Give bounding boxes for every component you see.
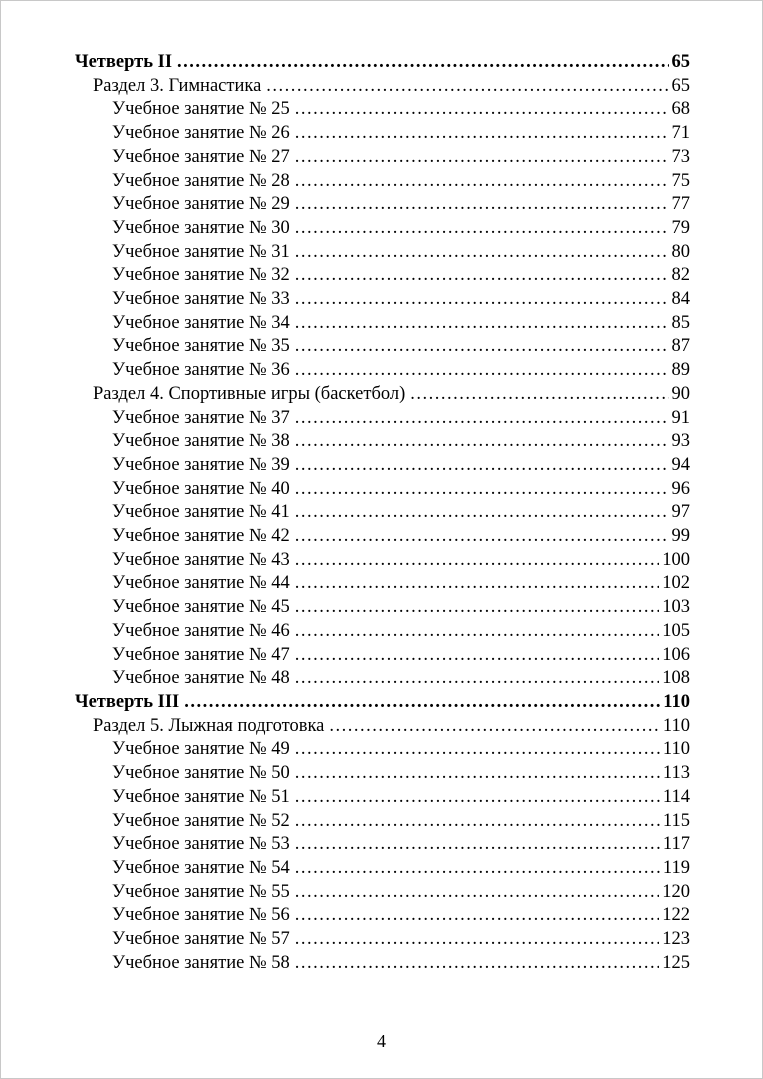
toc-entry[interactable] xyxy=(75,596,690,620)
dot-leader xyxy=(295,762,660,786)
toc-entry-label: Учебное занятие № 49 xyxy=(112,739,290,760)
toc-entry-page: 122 xyxy=(662,905,690,926)
dot-leader xyxy=(295,264,669,288)
dot-leader xyxy=(295,146,669,170)
toc-entry-page: 89 xyxy=(671,360,690,381)
toc-entry-page: 100 xyxy=(662,549,690,570)
dot-leader xyxy=(295,217,669,241)
toc-entry[interactable] xyxy=(75,786,690,810)
toc-entry-label: Учебное занятие № 48 xyxy=(112,668,290,689)
document-page xyxy=(1,1,762,1078)
toc-entry-page: 117 xyxy=(662,834,690,855)
toc-entry-label: Учебное занятие № 46 xyxy=(112,620,290,641)
dot-leader xyxy=(295,644,659,668)
toc-entry-page: 97 xyxy=(671,502,690,523)
dot-leader xyxy=(295,170,669,194)
dot-leader xyxy=(295,98,669,122)
toc-entry-label: Учебное занятие № 26 xyxy=(112,123,290,144)
dot-leader xyxy=(329,715,660,739)
toc-entry-page: 102 xyxy=(662,573,690,594)
toc-entry-page: 73 xyxy=(671,146,690,167)
toc-entry-label: Учебное занятие № 58 xyxy=(112,952,290,973)
toc-entry-page: 94 xyxy=(671,454,690,475)
toc-entry[interactable] xyxy=(75,122,690,146)
dot-leader xyxy=(295,501,669,525)
toc-entry-label: Четверть II xyxy=(75,52,173,72)
toc-entry-page: 82 xyxy=(671,265,690,286)
toc-entry-page: 91 xyxy=(671,407,690,428)
toc-entry[interactable] xyxy=(75,833,690,857)
toc-entry-page: 110 xyxy=(662,715,690,736)
toc-entry-page: 84 xyxy=(671,289,690,310)
dot-leader xyxy=(295,359,669,383)
toc-entry-label: Учебное занятие № 56 xyxy=(112,905,290,926)
toc-entry-page: 93 xyxy=(671,431,690,452)
toc-entry[interactable] xyxy=(75,312,690,336)
toc-entry-label: Учебное занятие № 34 xyxy=(112,312,290,333)
toc-entry-label: Учебное занятие № 50 xyxy=(112,763,290,784)
dot-leader xyxy=(295,810,660,834)
toc-entry[interactable] xyxy=(75,241,690,265)
toc-entry-page: 79 xyxy=(671,217,690,238)
toc-entry[interactable] xyxy=(75,644,690,668)
dot-leader xyxy=(295,407,669,431)
toc-entry[interactable] xyxy=(75,928,690,952)
dot-leader xyxy=(295,241,669,265)
dot-leader xyxy=(295,478,669,502)
toc-entry[interactable] xyxy=(75,620,690,644)
toc-entry-page: 114 xyxy=(662,786,690,807)
dot-leader xyxy=(295,312,669,336)
toc-entry[interactable] xyxy=(75,762,690,786)
toc-entry[interactable] xyxy=(75,478,690,502)
dot-leader xyxy=(295,430,669,454)
toc-entry-label: Учебное занятие № 30 xyxy=(112,217,290,238)
toc-entry[interactable] xyxy=(75,170,690,194)
toc-entry-label: Учебное занятие № 55 xyxy=(112,881,290,902)
toc-entry[interactable] xyxy=(75,75,690,99)
toc-entry[interactable] xyxy=(75,715,690,739)
toc-entry-page: 80 xyxy=(671,241,690,262)
toc-entry[interactable] xyxy=(75,904,690,928)
toc-entry-page: 110 xyxy=(662,739,690,760)
toc-entry-page: 75 xyxy=(671,170,690,191)
toc-entry-page: 105 xyxy=(662,620,690,641)
toc-entry[interactable] xyxy=(75,193,690,217)
dot-leader xyxy=(295,572,659,596)
toc-entry[interactable] xyxy=(75,738,690,762)
dot-leader xyxy=(266,75,668,99)
dot-leader xyxy=(295,525,669,549)
dot-leader xyxy=(295,335,669,359)
toc-entry[interactable] xyxy=(75,691,690,715)
toc-entry[interactable] xyxy=(75,454,690,478)
dot-leader xyxy=(295,881,659,905)
toc-entry-page: 68 xyxy=(671,99,690,120)
dot-leader xyxy=(295,928,659,952)
toc-entry-page: 125 xyxy=(662,952,690,973)
dot-leader xyxy=(177,51,668,75)
toc-entry-label: Учебное занятие № 57 xyxy=(112,929,290,950)
toc-entry-page: 87 xyxy=(671,336,690,357)
toc-entry[interactable] xyxy=(75,407,690,431)
toc-entry-label: Учебное занятие № 32 xyxy=(112,265,290,286)
toc-entry-label: Учебное занятие № 28 xyxy=(112,170,290,191)
toc-entry[interactable] xyxy=(75,335,690,359)
toc-entry-page: 65 xyxy=(671,75,690,96)
toc-entry[interactable] xyxy=(75,288,690,312)
dot-leader xyxy=(295,952,659,976)
toc-entry-page: 77 xyxy=(671,194,690,215)
toc-entry-page: 90 xyxy=(671,383,690,404)
toc-entry-label: Учебное занятие № 35 xyxy=(112,336,290,357)
toc-entry-label: Учебное занятие № 40 xyxy=(112,478,290,499)
toc-entry-label: Учебное занятие № 51 xyxy=(112,786,290,807)
dot-leader xyxy=(184,691,660,715)
dot-leader xyxy=(295,193,669,217)
dot-leader xyxy=(295,454,669,478)
toc-entry-label: Учебное занятие № 43 xyxy=(112,549,290,570)
toc-entry-page: 110 xyxy=(663,691,690,712)
toc-entry-label: Учебное занятие № 36 xyxy=(112,360,290,381)
footer-page-number: 4 xyxy=(377,1031,386,1051)
toc-entry-page: 108 xyxy=(662,668,690,689)
dot-leader xyxy=(410,383,668,407)
toc-entry-label: Учебное занятие № 44 xyxy=(112,573,290,594)
toc-entry-page: 106 xyxy=(662,644,690,665)
dot-leader xyxy=(295,122,669,146)
dot-leader xyxy=(295,904,659,928)
dot-leader xyxy=(295,549,659,573)
page-footer xyxy=(1,1031,762,1052)
toc-entry[interactable] xyxy=(75,98,690,122)
dot-leader xyxy=(295,288,669,312)
table-of-contents xyxy=(75,51,690,975)
toc-entry-page: 65 xyxy=(671,52,690,72)
toc-entry-label: Учебное занятие № 41 xyxy=(112,502,290,523)
toc-entry-page: 115 xyxy=(662,810,690,831)
toc-entry[interactable] xyxy=(75,430,690,454)
toc-entry-label: Учебное занятие № 47 xyxy=(112,644,290,665)
toc-entry-page: 123 xyxy=(662,929,690,950)
toc-entry-label: Раздел 5. Лыжная подготовка xyxy=(93,715,325,736)
toc-entry[interactable] xyxy=(75,51,690,75)
toc-entry-label: Четверть III xyxy=(75,691,180,712)
toc-entry[interactable] xyxy=(75,383,690,407)
toc-entry-label: Учебное занятие № 27 xyxy=(112,146,290,167)
toc-entry-page: 99 xyxy=(671,526,690,547)
toc-entry-page: 85 xyxy=(671,312,690,333)
dot-leader xyxy=(295,596,659,620)
toc-entry-label: Учебное занятие № 31 xyxy=(112,241,290,262)
dot-leader xyxy=(295,857,660,881)
toc-entry-label: Раздел 4. Спортивные игры (баскетбол) xyxy=(93,383,406,404)
toc-entry[interactable] xyxy=(75,264,690,288)
toc-entry-page: 103 xyxy=(662,597,690,618)
toc-entry-page: 71 xyxy=(671,123,690,144)
toc-entry-label: Учебное занятие № 39 xyxy=(112,454,290,475)
toc-entry-page: 113 xyxy=(662,763,690,784)
toc-entry[interactable] xyxy=(75,952,690,976)
toc-entry-label: Учебное занятие № 37 xyxy=(112,407,290,428)
toc-entry-label: Учебное занятие № 38 xyxy=(112,431,290,452)
toc-entry-label: Учебное занятие № 25 xyxy=(112,99,290,120)
toc-entry[interactable] xyxy=(75,146,690,170)
toc-entry-label: Учебное занятие № 42 xyxy=(112,526,290,547)
toc-entry-page: 120 xyxy=(662,881,690,902)
dot-leader xyxy=(295,833,660,857)
dot-leader xyxy=(295,620,659,644)
toc-entry[interactable] xyxy=(75,857,690,881)
toc-entry-label: Раздел 3. Гимнастика xyxy=(93,75,262,96)
toc-entry[interactable] xyxy=(75,881,690,905)
toc-entry[interactable] xyxy=(75,359,690,383)
toc-entry-label: Учебное занятие № 53 xyxy=(112,834,290,855)
toc-entry[interactable] xyxy=(75,217,690,241)
dot-leader xyxy=(295,738,660,762)
toc-entry-page: 119 xyxy=(662,857,690,878)
toc-entry-label: Учебное занятие № 52 xyxy=(112,810,290,831)
toc-entry[interactable] xyxy=(75,810,690,834)
dot-leader xyxy=(295,786,660,810)
toc-entry[interactable] xyxy=(75,549,690,573)
dot-leader xyxy=(295,667,659,691)
toc-entry[interactable] xyxy=(75,667,690,691)
toc-entry-page: 96 xyxy=(671,478,690,499)
toc-entry-label: Учебное занятие № 45 xyxy=(112,597,290,618)
toc-entry[interactable] xyxy=(75,525,690,549)
toc-entry-label: Учебное занятие № 33 xyxy=(112,289,290,310)
toc-entry-label: Учебное занятие № 29 xyxy=(112,194,290,215)
toc-entry[interactable] xyxy=(75,572,690,596)
toc-entry-label: Учебное занятие № 54 xyxy=(112,857,290,878)
toc-entry[interactable] xyxy=(75,501,690,525)
